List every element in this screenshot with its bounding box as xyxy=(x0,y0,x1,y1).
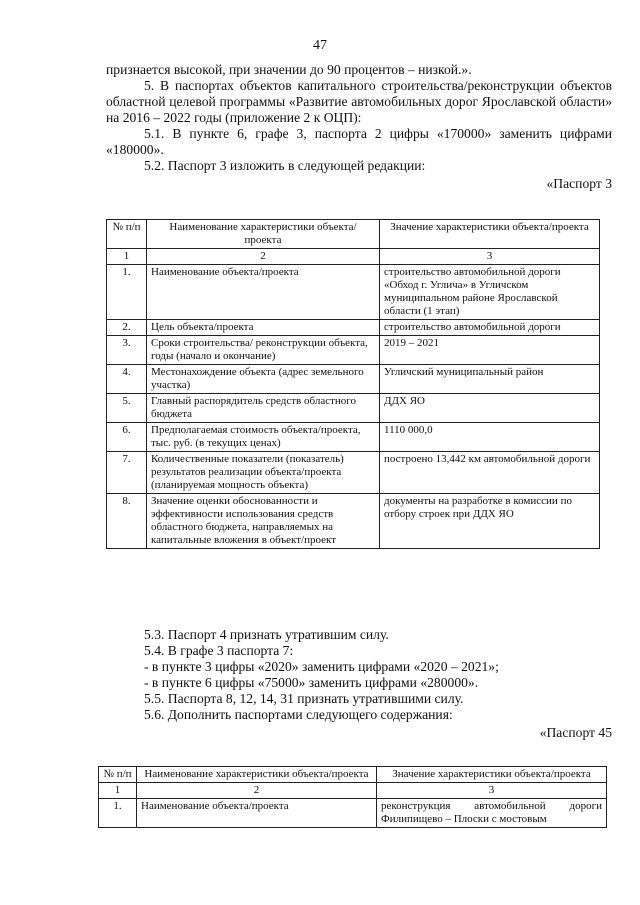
row-name: Предполагаемая стоимость объекта/проекта, тыс. руб. (в текущих ценах) xyxy=(147,423,380,452)
row-value: Угличский муниципальный район xyxy=(380,365,600,394)
paragraph: 5. В паспортах объектов капитального строительства/реконструкции объектов областной целевой программы «Развитие автомобильных дорог Ярославской области» на 2016 – 2022 годы (приложение 2 к ОЦП): xyxy=(106,78,612,125)
row-name: Количественные показатели (показатель) результатов реализации объекта/проекта (планируемая мощность объекта) xyxy=(147,452,380,494)
column-number: 2 xyxy=(147,249,380,265)
row-name: Наименование объекта/проекта xyxy=(137,799,377,828)
row-num: 3. xyxy=(107,336,147,365)
paragraph: признается высокой, при значении до 90 процентов – низкой.». xyxy=(106,62,472,77)
row-num: 4. xyxy=(107,365,147,394)
header-num: № п/п xyxy=(107,220,147,249)
row-value: ДДХ ЯО xyxy=(380,394,600,423)
row-value: строительство автомобильной дороги xyxy=(380,320,600,336)
paragraph: - в пункте 3 цифры «2020» заменить цифрами «2020 – 2021»; xyxy=(144,659,499,674)
paragraph: 5.5. Паспорта 8, 12, 14, 31 признать утратившими силу. xyxy=(144,691,464,706)
table-header-row xyxy=(107,220,600,249)
column-number-row xyxy=(99,783,607,799)
row-num: 2. xyxy=(107,320,147,336)
row-num: 8. xyxy=(107,494,147,549)
table-header-row xyxy=(99,767,607,783)
row-value: строительство автомобильной дороги «Обход г. Углича» в Угличском муниципальном районе Ярославской области (1 этап) xyxy=(380,265,600,320)
column-number: 3 xyxy=(377,783,607,799)
row-value: 1110 000,0 xyxy=(380,423,600,452)
row-name: Значение оценки обоснованности и эффективности использования средств областного бюджета, направляемых на капитальные вложения в объект/проект xyxy=(147,494,380,549)
column-number: 3 xyxy=(380,249,600,265)
table-row xyxy=(107,423,600,452)
column-number: 2 xyxy=(137,783,377,799)
paragraph: 5.3. Паспорт 4 признать утратившим силу. xyxy=(144,627,389,642)
middle-text xyxy=(106,627,612,741)
header-name: Наименование характеристики объекта/проекта xyxy=(147,220,380,249)
passport-45-label: «Паспорт 45 xyxy=(539,725,612,740)
row-num: 6. xyxy=(107,423,147,452)
row-num: 1. xyxy=(99,799,137,828)
paragraph: 5.2. Паспорт 3 изложить в следующей редакции: xyxy=(144,158,426,173)
table-row xyxy=(99,799,607,828)
header-num: № п/п xyxy=(99,767,137,783)
row-name: Наименование объекта/проекта xyxy=(147,265,380,320)
table-row xyxy=(107,452,600,494)
passport-45-table xyxy=(98,766,607,828)
table-row xyxy=(107,265,600,320)
row-num: 5. xyxy=(107,394,147,423)
paragraph: 5.1. В пункте 6, графе 3, паспорта 2 цифры «170000» заменить цифрами «180000». xyxy=(106,126,612,157)
paragraph: 5.4. В графе 3 паспорта 7: xyxy=(144,643,294,658)
column-number-row xyxy=(107,249,600,265)
row-value: построено 13,442 км автомобильной дороги xyxy=(380,452,600,494)
row-num: 1. xyxy=(107,265,147,320)
paragraph: - в пункте 6 цифры «75000» заменить цифрами «280000». xyxy=(144,675,479,690)
table-row xyxy=(107,494,600,549)
row-name: Цель объекта/проекта xyxy=(147,320,380,336)
table-row xyxy=(107,365,600,394)
header-name: Наименование характеристики объекта/проекта xyxy=(137,767,377,783)
row-name: Местонахождение объекта (адрес земельного участка) xyxy=(147,365,380,394)
column-number: 1 xyxy=(99,783,137,799)
row-value: документы на разработке в комиссии по отбору строек при ДДХ ЯО xyxy=(380,494,600,549)
table-row xyxy=(107,394,600,423)
row-name: Сроки строительства/ реконструкции объекта, годы (начало и окончание) xyxy=(147,336,380,365)
header-value: Значение характеристики объекта/проекта xyxy=(380,220,600,249)
column-number: 1 xyxy=(107,249,147,265)
intro-text xyxy=(106,62,612,192)
row-value: 2019 – 2021 xyxy=(380,336,600,365)
table-row xyxy=(107,320,600,336)
row-value: реконструкция автомобильной дороги Филипищево – Плоски с мостовым xyxy=(377,799,607,828)
row-num: 7. xyxy=(107,452,147,494)
passport-3-table xyxy=(106,219,600,549)
header-value: Значение характеристики объекта/проекта xyxy=(377,767,607,783)
paragraph: 5.6. Дополнить паспортами следующего содержания: xyxy=(144,707,453,722)
page-number: 47 xyxy=(313,38,327,53)
passport-3-label: «Паспорт 3 xyxy=(546,176,612,191)
table-row xyxy=(107,336,600,365)
row-name: Главный распорядитель средств областного бюджета xyxy=(147,394,380,423)
